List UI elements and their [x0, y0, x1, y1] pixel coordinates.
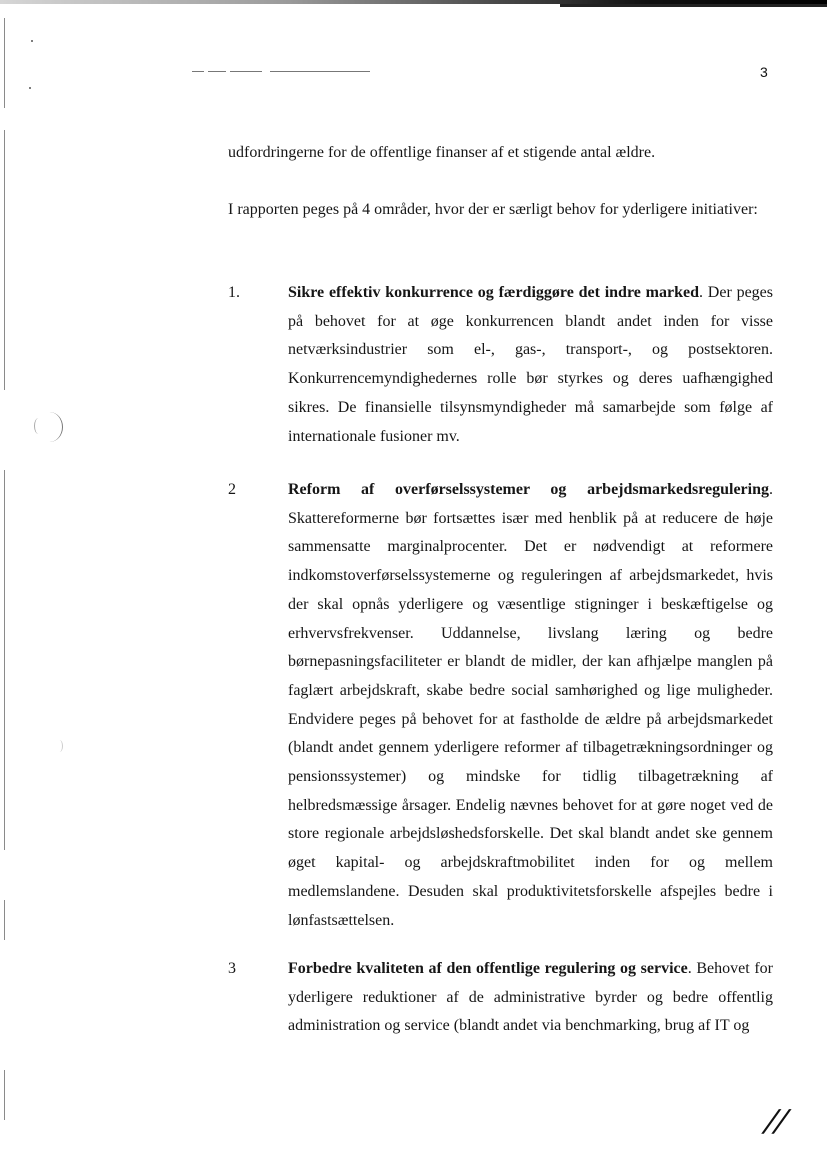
list-item-text: [288, 279, 773, 451]
list-item-body: . Der peges på behovet for at øge konkurrencen blandt andet inden for visse netværksindustrier som el-, gas-, transport-, og postsektoren. Konkurrencemyndighedernes rolle bør styrkes og deres uafhængighed sikres. De finansielle tilsynsmyndigheder må samarbejde som følge af internationale fusioner mv.: [288, 284, 773, 445]
list-item-text: [288, 476, 773, 935]
list-item-number: 3: [228, 960, 236, 977]
list-item-number: 1.: [228, 284, 240, 301]
punch-hole-mark: [34, 418, 43, 434]
binder-edge-line: [4, 18, 5, 108]
intro-continuation: udfordringerne for de offentlige finanser af et stigende antal ældre.: [228, 144, 656, 161]
scan-edge-top-dark: [560, 4, 827, 7]
header-rule: [192, 71, 370, 72]
list-item-body: . Behovet for yderligere reduktioner af de administrative byrder og bedre offentlig administration og service (blandt andet via benchmarking, brug af IT og: [288, 960, 773, 1035]
list-item-text: [288, 955, 773, 1041]
scan-speck: [31, 40, 33, 42]
intro-lead: I rapporten peges på 4 områder, hvor der er særligt behov for yderligere initiativer:: [228, 201, 758, 218]
handwritten-mark: //: [762, 1104, 790, 1139]
binder-edge-line: [4, 470, 5, 850]
list-item-number: 2: [228, 481, 236, 498]
scan-speck: [29, 87, 31, 89]
binder-edge-line: [4, 900, 5, 940]
list-item-body: . Skattereformerne bør fortsættes især med henblik på at reducere de høje sammensatte marginalprocenter. Det er nødvendigt at reformere indkomstoverførselssystemerne og reguleringen af arbejdsmarkedet, hvis der skal opnås yderligere og væsentlige stigninger i beskæftigelse og erhvervsfrekvenser. Uddannelse, livslang læring og bedre børnepasningsfaciliteter er blandt de midler, der kan afhjælpe manglen på faglært arbejdskraft, skabe bedre social samhørighed og lige muligheder. Endvidere peges på behovet for at fastholde de ældre på arbejdsmarkedet (blandt andet gennem yderligere reformer af tilbagetrækningsordninger og pensionssystemer) og mindske for tidlig tilbagetrækning af helbredsmæssige årsager. Endelig nævnes behovet for at gøre noget ved de store regionale arbejdsløshedsforskelle. Det skal blandt andet ske gennem øget kapital- og arbejdskraftmobilitet inden for og mellem medlemslandene. Desuden skal produktivitetsforskelle afspejles bedre i lønfastsættelsen.: [288, 481, 773, 929]
list-item-heading: Forbedre kvaliteten af den offentlige regulering og service: [288, 960, 688, 977]
binder-edge-line: [4, 1070, 5, 1120]
page-number: 3: [760, 64, 768, 80]
list-item-heading: Sikre effektiv konkurrence og færdiggøre det indre marked: [288, 284, 699, 301]
punch-hole-mark: [56, 740, 63, 752]
list-item-heading: Reform af overførselssystemer og arbejdsmarkedsregulering: [288, 481, 769, 498]
binder-edge-line: [4, 130, 5, 390]
